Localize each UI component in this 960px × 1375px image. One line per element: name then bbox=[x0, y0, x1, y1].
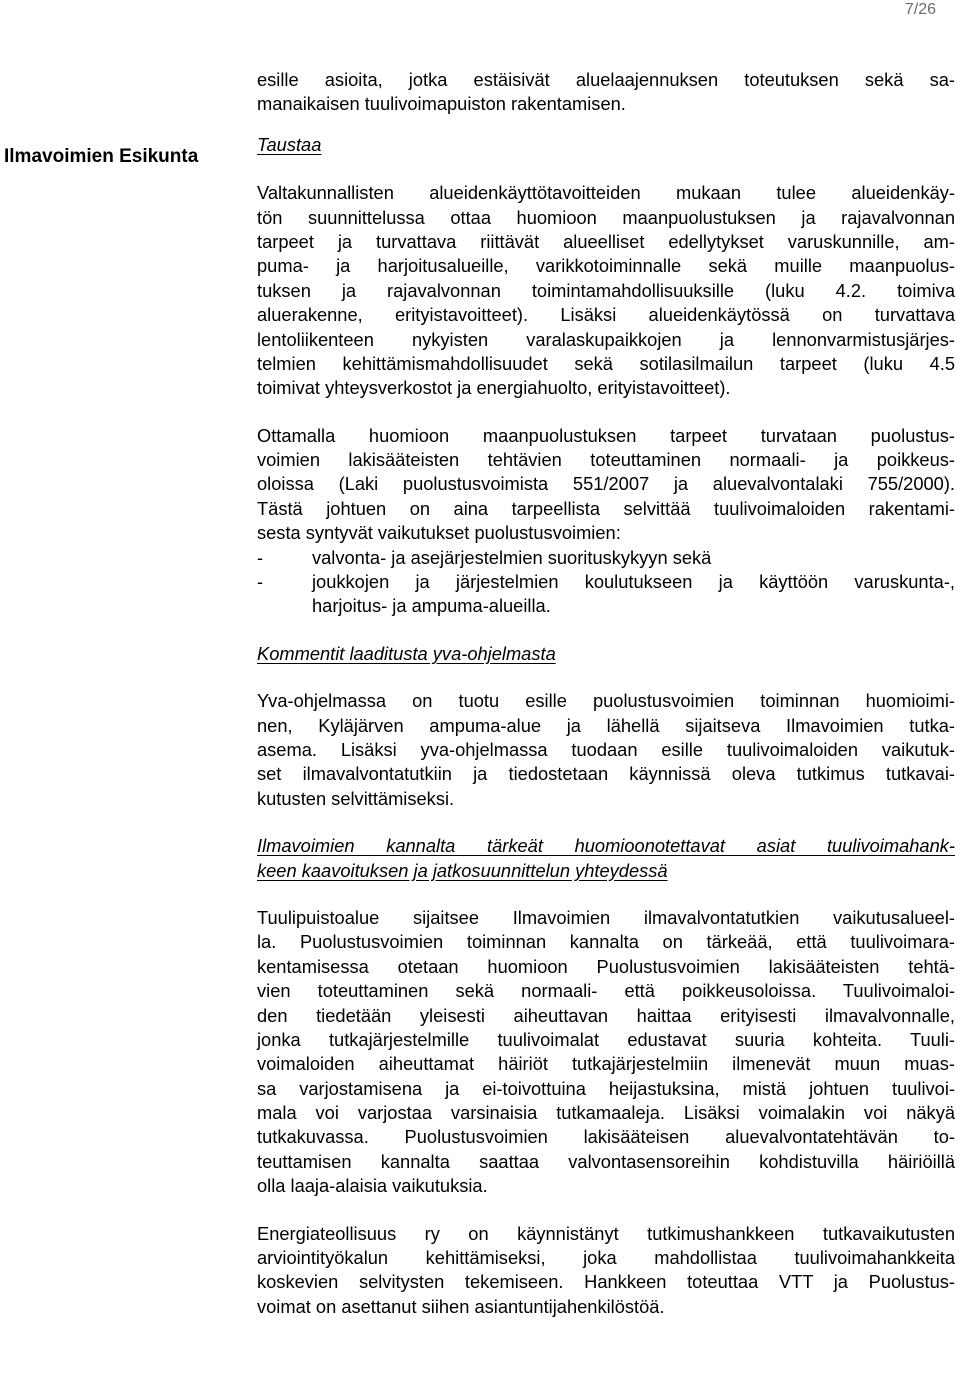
list-item bbox=[257, 570, 955, 594]
text-line: toimivat yhteysverkostot ja energiahuolto, erityistavoitteet). bbox=[257, 377, 731, 399]
text-line: teuttamisen kannalta saattaa valvontasensoreihin kohdistuvilla häiriöillä bbox=[257, 1150, 955, 1172]
document-body bbox=[257, 68, 955, 1319]
text-line: mala voi varjostaa varsinaisia tutkamaaleja. Lisäksi voimalakin voi näkyä bbox=[257, 1102, 955, 1124]
text-line: la. Puolustusvoimien toiminnan kannalta on tärkeää, että tuulivoimara- bbox=[257, 931, 955, 953]
bullet-dash: - bbox=[257, 546, 264, 568]
list-item-text: joukkojen ja järjestelmien koulutukseen ja käyttöön varuskunta-, bbox=[312, 571, 955, 593]
comments-paragraph bbox=[257, 689, 955, 811]
text-line: nen, Kyläjärven ampuma-alue ja lähellä sijaitseva Ilmavoimien tutka- bbox=[257, 714, 955, 736]
text-line: vien toteuttaminen sekä normaali- että poikkeusoloissa. Tuulivoimaloi- bbox=[257, 980, 955, 1002]
text-line: sesta syntyvät vaikutukset puolustusvoimien: bbox=[257, 522, 621, 544]
text-line: tarpeet ja turvattava riittävät alueelliset edellytykset varuskunnille, am- bbox=[257, 230, 955, 252]
text-line: Ottamalla huomioon maanpuolustuksen tarpeet turvataan puolustus- bbox=[257, 424, 955, 446]
text-line: Valtakunnallisten alueidenkäyttötavoitteiden mukaan tulee alueidenkäy- bbox=[257, 182, 955, 204]
text-line: Tästä johtuen on aina tarpeellista selvittää tuulivoimaloiden rakentami- bbox=[257, 497, 955, 519]
text-line: lentoliikenteen nykyisten varalaskupaikkojen ja lennonvarmistusjärjes- bbox=[257, 328, 955, 350]
text-line: Energiateollisuus ry on käynnistänyt tutkimushankkeen tutkavaikutusten bbox=[257, 1222, 955, 1244]
text-line: Yva-ohjelmassa on tuotu esille puolustusvoimien toiminnan huomioimi- bbox=[257, 690, 955, 712]
text-line: voimaloiden aiheuttamat häiriöt tutkajärjestelmiin ilmenevät muun muas- bbox=[257, 1053, 955, 1075]
text-line: Tuulipuistoalue sijaitsee Ilmavoimien ilmavalvontatutkien vaikutusalueel- bbox=[257, 906, 955, 928]
text-line: tuksen ja rajavalvonnan toimintamahdollisuuksille (luku 4.2. toimiva bbox=[257, 279, 955, 301]
text-line: voimat on asettanut siihen asiantuntijahenkilöstöä. bbox=[257, 1295, 665, 1317]
list-item-text: valvonta- ja asejärjestelmien suorituskykyyn sekä bbox=[312, 546, 712, 568]
text-line: esille asioita, jotka estäisivät aluelaajennuksen toteutuksen sekä sa- bbox=[257, 69, 955, 90]
background-paragraph-1 bbox=[257, 181, 955, 401]
list-item bbox=[257, 546, 955, 570]
text-line: jonka tutkajärjestelmille tuulivoimalat edustavat suuria kohteita. Tuuli- bbox=[257, 1028, 955, 1050]
text-line: olla laaja-alaisia vaikutuksia. bbox=[257, 1175, 488, 1197]
text-line: asema. Lisäksi yva-ohjelmassa tuodaan esille tuulivoimaloiden vaikutuk- bbox=[257, 738, 955, 760]
text-line: koskevien selvitysten tekemiseen. Hankkeen toteuttaa VTT ja Puolustus- bbox=[257, 1271, 955, 1293]
text-line: arviointityökalun kehittämiseksi, joka mahdollistaa tuulivoimahankkeita bbox=[257, 1247, 955, 1269]
text-line: puma- ja harjoitusalueille, varikkotoiminnalle sekä muille maanpuolus- bbox=[257, 255, 955, 277]
text-line: oloissa (Laki puolustusvoimista 551/2007 ja aluevalvontalaki 755/2000). bbox=[257, 473, 955, 495]
considerations-paragraph-2 bbox=[257, 1222, 955, 1320]
text-line: kutusten selvittämiseksi. bbox=[257, 787, 455, 809]
text-line: voimien lakisääteisten tehtävien toteuttaminen normaali- ja poikkeus- bbox=[257, 449, 955, 471]
section-heading-huomiot bbox=[257, 834, 955, 883]
text-line: set ilmavalvontatutkiin ja tiedostetaan käynnissä oleva tutkimus tutkavai- bbox=[257, 763, 955, 785]
heading-line: keen kaavoituksen ja jatkosuunnittelun yhteydessä bbox=[257, 859, 668, 881]
considerations-paragraph-1 bbox=[257, 906, 955, 1199]
text-line: aluerakenne, erityistavoitteet). Lisäksi alueidenkäytössä on turvattava bbox=[257, 304, 955, 326]
section-heading-kommentit: Kommentit laaditusta yva-ohjelmasta bbox=[257, 642, 556, 664]
text-line: sa varjostamisena ja ei-toivottuina heijastuksina, mistä johtuen tuulivoi- bbox=[257, 1077, 955, 1099]
text-line: telmien kehittämismahdollisuudet sekä sotilasilmailun tarpeet (luku 4.5 bbox=[257, 352, 955, 374]
list-item-text: harjoitus- ja ampuma-alueilla. bbox=[312, 595, 551, 617]
text-line: kentamisessa otetaan huomioon Puolustusvoimien lakisääteisten tehtä- bbox=[257, 955, 955, 977]
page-number: 7/26 bbox=[904, 1, 936, 18]
list-item-continuation bbox=[257, 594, 955, 618]
section-label: Ilmavoimien Esikunta bbox=[4, 146, 199, 167]
intro-paragraph bbox=[257, 68, 955, 117]
text-line: manaikaisen tuulivoimapuiston rakentamisen. bbox=[257, 93, 626, 115]
bullet-dash: - bbox=[257, 571, 264, 593]
section-heading-taustaa: Taustaa bbox=[257, 133, 322, 155]
background-paragraph-2 bbox=[257, 424, 955, 546]
text-line: tutkakuvassa. Puolustusvoimien lakisääteisen aluevalvontatehtävän to- bbox=[257, 1126, 955, 1148]
text-line: tön suunnittelussa ottaa huomioon maanpuolustuksen ja rajavalvonnan bbox=[257, 206, 955, 228]
bullet-list bbox=[257, 546, 955, 619]
text-line: den tiedetään yleisesti aiheuttavan haittaa erityisesti ilmavalvonnalle, bbox=[257, 1004, 955, 1026]
heading-line: Ilmavoimien kannalta tärkeät huomioonotettavat asiat tuulivoimahank- bbox=[257, 835, 955, 857]
